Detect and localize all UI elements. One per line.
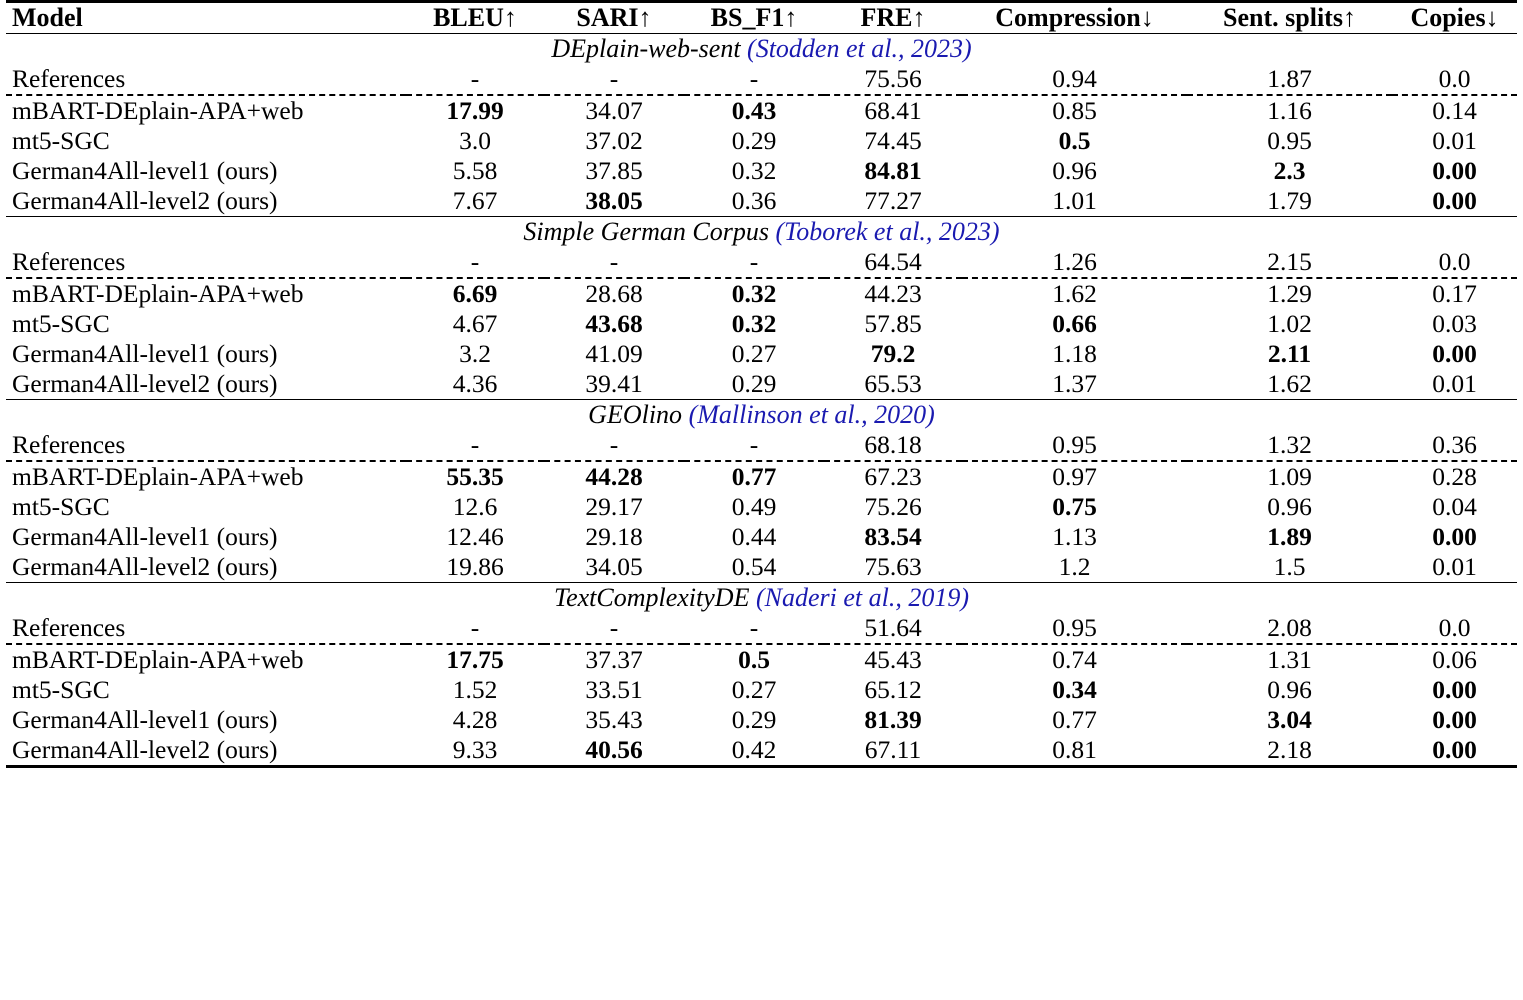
cell-compression: 0.77 (1052, 705, 1097, 734)
cell-sari: 29.18 (585, 522, 643, 551)
cell-fre: 84.81 (864, 156, 922, 185)
cell-copies: 0.03 (1432, 309, 1477, 338)
cell-bsf1: 0.32 (731, 279, 777, 308)
dataset-group-title (6, 217, 1517, 247)
cell-bsf1: 0.27 (731, 675, 777, 704)
cell-copies: 0.00 (1432, 186, 1477, 215)
cell-copies: 0.01 (1432, 369, 1477, 398)
cell-compression: 0.97 (1052, 462, 1097, 491)
dataset-citation[interactable]: (Naderi et al., 2019) (755, 583, 969, 612)
cell-splits: 3.04 (1267, 705, 1312, 734)
cell-bsf1: 0.43 (731, 96, 777, 125)
cell-splits: 1.09 (1267, 462, 1312, 491)
cell-copies: 0.0 (1438, 613, 1471, 642)
cell-bleu: 12.46 (446, 522, 504, 551)
cell-bleu: 6.69 (452, 279, 498, 308)
cell-copies: 0.0 (1438, 64, 1471, 93)
cell-bleu: 17.99 (446, 96, 504, 125)
cell-bleu: - (470, 64, 480, 93)
cell-bsf1: 0.29 (731, 126, 777, 155)
cell-compression: 0.95 (1052, 613, 1097, 642)
cell-bsf1: 0.77 (731, 462, 777, 491)
dataset-citation[interactable]: (Stodden et al., 2023) (747, 34, 972, 63)
cell-copies: 0.17 (1432, 279, 1477, 308)
cell-splits: 1.62 (1267, 369, 1312, 398)
cell-sari: 28.68 (585, 279, 643, 308)
column-header-compression: Compression↓ (995, 3, 1154, 32)
cell-fre: 75.26 (864, 492, 922, 521)
cell-fre: 68.41 (864, 96, 922, 125)
column-header-bleu: BLEU↑ (433, 3, 517, 32)
cell-bleu: 55.35 (446, 462, 504, 491)
table-row (6, 430, 1517, 461)
cell-fre: 68.18 (864, 430, 922, 459)
cell-compression: 0.95 (1052, 430, 1097, 459)
dataset-group-title-row (6, 400, 1517, 430)
cell-fre: 45.43 (864, 645, 922, 674)
cell-bleu: 4.28 (452, 705, 498, 734)
cell-fre: 44.23 (864, 279, 922, 308)
cell-splits: 1.02 (1267, 309, 1312, 338)
cell-splits: 0.95 (1267, 126, 1312, 155)
cell-splits: 1.31 (1267, 645, 1312, 674)
cell-compression: 0.85 (1052, 96, 1097, 125)
cell-bsf1: 0.32 (731, 156, 777, 185)
cell-sari: 29.17 (585, 492, 643, 521)
table-row (6, 369, 1517, 400)
dataset-group-title (6, 34, 1517, 64)
table-row (6, 735, 1517, 767)
cell-copies: 0.00 (1432, 339, 1477, 368)
cell-bleu: - (470, 613, 480, 642)
table-row (6, 64, 1517, 95)
row-model-name: German4All-level2 (ours) (12, 186, 278, 215)
column-header-copies: Copies↓ (1410, 3, 1499, 32)
cell-compression: 1.18 (1052, 339, 1097, 368)
row-model-name: German4All-level1 (ours) (12, 339, 278, 368)
row-model-name: German4All-level1 (ours) (12, 156, 278, 185)
column-header-model: Model (12, 3, 83, 32)
cell-sari: 33.51 (585, 675, 643, 704)
cell-compression: 0.66 (1052, 309, 1097, 338)
cell-sari: 40.56 (585, 735, 643, 764)
column-header-splits: Sent. splits↑ (1223, 3, 1356, 32)
cell-bsf1: 0.54 (731, 552, 777, 581)
row-model-name: References (12, 247, 126, 276)
cell-sari: 38.05 (585, 186, 643, 215)
cell-sari: 34.07 (585, 96, 643, 125)
table-row (6, 552, 1517, 583)
cell-compression: 0.96 (1052, 156, 1097, 185)
cell-bleu: 4.67 (452, 309, 498, 338)
cell-splits: 0.96 (1267, 675, 1312, 704)
cell-compression: 1.62 (1052, 279, 1097, 308)
cell-fre: 64.54 (864, 247, 922, 276)
row-model-name: German4All-level2 (ours) (12, 369, 278, 398)
dataset-name: GEOlino (588, 400, 689, 429)
cell-sari: - (609, 247, 619, 276)
cell-sari: 37.02 (585, 126, 643, 155)
cell-compression: 1.13 (1052, 522, 1097, 551)
cell-fre: 65.12 (864, 675, 922, 704)
row-model-name: References (12, 64, 126, 93)
column-header-sari: SARI↑ (576, 3, 652, 32)
rule (6, 767, 1517, 769)
cell-sari: 35.43 (585, 705, 643, 734)
cell-splits: 2.08 (1267, 613, 1312, 642)
results-table (6, 0, 1517, 768)
cell-splits: 2.3 (1273, 156, 1306, 185)
cell-fre: 83.54 (864, 522, 922, 551)
cell-sari: - (609, 613, 619, 642)
dataset-citation[interactable]: (Mallinson et al., 2020) (688, 400, 935, 429)
cell-bleu: 17.75 (446, 645, 504, 674)
cell-fre: 65.53 (864, 369, 922, 398)
row-model-name: References (12, 430, 126, 459)
dataset-group-title-row (6, 34, 1517, 64)
cell-copies: 0.00 (1432, 675, 1477, 704)
cell-splits: 1.89 (1267, 522, 1312, 551)
cell-sari: 43.68 (585, 309, 643, 338)
cell-copies: 0.01 (1432, 126, 1477, 155)
cell-bsf1: 0.27 (731, 339, 777, 368)
row-model-name: German4All-level2 (ours) (12, 552, 278, 581)
table-bottom-rule (6, 767, 1517, 769)
row-model-name: German4All-level2 (ours) (12, 735, 278, 764)
cell-compression: 0.75 (1052, 492, 1097, 521)
row-model-name: mBART-DEplain-APA+web (12, 645, 304, 674)
table-row (6, 339, 1517, 369)
cell-sari: - (609, 64, 619, 93)
dataset-group-title (6, 583, 1517, 613)
row-model-name: mBART-DEplain-APA+web (12, 279, 304, 308)
row-model-name: mt5-SGC (12, 126, 110, 155)
cell-copies: 0.0 (1438, 247, 1471, 276)
cell-bleu: - (470, 247, 480, 276)
cell-copies: 0.04 (1432, 492, 1477, 521)
cell-fre: 74.45 (864, 126, 922, 155)
cell-sari: 37.37 (585, 645, 643, 674)
dataset-group-title-row (6, 217, 1517, 247)
row-model-name: German4All-level1 (ours) (12, 522, 278, 551)
cell-copies: 0.00 (1432, 735, 1477, 764)
cell-compression: 0.34 (1052, 675, 1097, 704)
cell-sari: 37.85 (585, 156, 643, 185)
cell-bsf1: 0.44 (731, 522, 777, 551)
table-row (6, 675, 1517, 705)
cell-fre: 51.64 (864, 613, 922, 642)
cell-splits: 0.96 (1267, 492, 1312, 521)
dataset-name: TextComplexityDE (554, 583, 756, 612)
table-row (6, 492, 1517, 522)
cell-compression: 1.26 (1052, 247, 1097, 276)
cell-bleu: 12.6 (452, 492, 498, 521)
cell-bsf1: 0.5 (738, 645, 770, 674)
cell-bsf1: 0.36 (731, 186, 777, 215)
cell-copies: 0.00 (1432, 705, 1477, 734)
cell-bsf1: 0.32 (731, 309, 777, 338)
cell-bsf1: - (749, 64, 759, 93)
table-row (6, 126, 1517, 156)
cell-bleu: 3.0 (459, 126, 491, 155)
cell-splits: 1.5 (1273, 552, 1306, 581)
table-row (6, 156, 1517, 186)
cell-splits: 1.16 (1267, 96, 1312, 125)
cell-compression: 0.94 (1052, 64, 1097, 93)
cell-bleu: - (470, 430, 480, 459)
cell-copies: 0.00 (1432, 522, 1477, 551)
table-row (6, 247, 1517, 278)
table-row (6, 645, 1517, 675)
table-row (6, 186, 1517, 217)
table-row (6, 462, 1517, 492)
cell-copies: 0.00 (1432, 156, 1477, 185)
column-header-fre: FRE↑ (860, 3, 926, 32)
table-row (6, 613, 1517, 644)
dataset-name: Simple German Corpus (523, 217, 776, 246)
cell-splits: 1.32 (1267, 430, 1312, 459)
dataset-group-title (6, 400, 1517, 430)
cell-bleu: 4.36 (452, 369, 498, 398)
table-row (6, 96, 1517, 126)
row-model-name: mBART-DEplain-APA+web (12, 462, 304, 491)
cell-fre: 67.11 (864, 735, 922, 764)
cell-compression: 1.37 (1052, 369, 1097, 398)
cell-bleu: 1.52 (452, 675, 498, 704)
cell-copies: 0.06 (1432, 645, 1477, 674)
cell-bsf1: 0.49 (731, 492, 777, 521)
cell-sari: 34.05 (585, 552, 643, 581)
cell-splits: 1.29 (1267, 279, 1312, 308)
row-model-name: mt5-SGC (12, 675, 110, 704)
cell-compression: 0.5 (1058, 126, 1091, 155)
table-row (6, 309, 1517, 339)
cell-copies: 0.36 (1432, 430, 1477, 459)
cell-bleu: 3.2 (459, 339, 491, 368)
cell-compression: 0.81 (1052, 735, 1097, 764)
row-model-name: mBART-DEplain-APA+web (12, 96, 304, 125)
cell-bsf1: - (749, 613, 759, 642)
cell-sari: 41.09 (585, 339, 643, 368)
table-row (6, 279, 1517, 309)
row-model-name: mt5-SGC (12, 309, 110, 338)
cell-bsf1: - (749, 247, 759, 276)
cell-fre: 79.2 (870, 339, 916, 368)
dataset-citation[interactable]: (Toborek et al., 2023) (775, 217, 1000, 246)
cell-bsf1: 0.29 (731, 369, 777, 398)
dataset-name: DEplain-web-sent (551, 34, 748, 63)
table-header-row (6, 3, 1517, 34)
row-model-name: mt5-SGC (12, 492, 110, 521)
cell-bsf1: - (749, 430, 759, 459)
cell-bsf1: 0.29 (731, 705, 777, 734)
cell-splits: 2.11 (1267, 339, 1312, 368)
cell-compression: 1.2 (1058, 552, 1091, 581)
cell-fre: 67.23 (864, 462, 922, 491)
cell-bsf1: 0.42 (731, 735, 777, 764)
table-row (6, 705, 1517, 735)
cell-sari: 44.28 (585, 462, 643, 491)
row-model-name: References (12, 613, 126, 642)
cell-sari: 39.41 (585, 369, 643, 398)
column-header-bsf1: BS_F1↑ (710, 3, 798, 32)
cell-fre: 57.85 (864, 309, 922, 338)
cell-fre: 77.27 (864, 186, 922, 215)
cell-fre: 75.56 (864, 64, 922, 93)
cell-splits: 1.87 (1267, 64, 1312, 93)
cell-sari: - (609, 430, 619, 459)
cell-compression: 1.01 (1052, 186, 1097, 215)
table-row (6, 522, 1517, 552)
cell-copies: 0.01 (1432, 552, 1477, 581)
cell-bleu: 7.67 (452, 186, 498, 215)
cell-bleu: 9.33 (452, 735, 498, 764)
cell-splits: 1.79 (1267, 186, 1312, 215)
cell-copies: 0.28 (1432, 462, 1477, 491)
cell-bleu: 5.58 (452, 156, 498, 185)
row-model-name: German4All-level1 (ours) (12, 705, 278, 734)
cell-splits: 2.15 (1267, 247, 1312, 276)
cell-compression: 0.74 (1052, 645, 1097, 674)
cell-bleu: 19.86 (446, 552, 504, 581)
cell-fre: 81.39 (864, 705, 922, 734)
cell-splits: 2.18 (1267, 735, 1312, 764)
cell-fre: 75.63 (864, 552, 922, 581)
dataset-group-title-row (6, 583, 1517, 613)
cell-copies: 0.14 (1432, 96, 1477, 125)
